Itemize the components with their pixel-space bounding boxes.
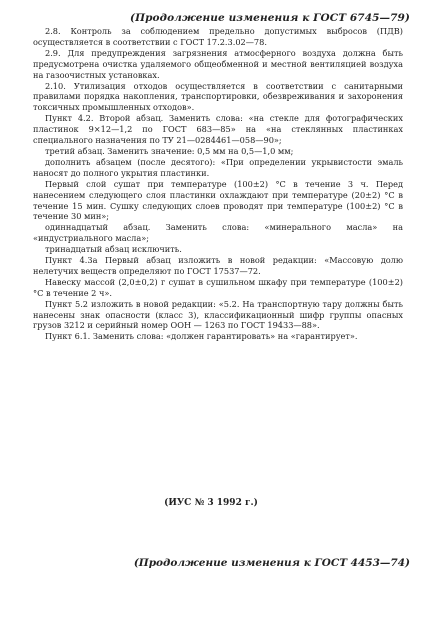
paragraph-item-4-3a: Пункт 4.3а Первый абзац изложить в новой редакции: «Массовую долю нелетучих веществ определяют по ГОСТ 17537—72. — [33, 255, 403, 276]
paragraph-item-4-2: Пункт 4.2. Второй абзац. Заменить слова: «на стекле для фотографических пластинок 9×12—1,2 по ГОСТ 683—85» на «на стеклянных пластинках специального назначения по ТУ 21—0284461—058—90»; — [33, 113, 403, 146]
source-note: (ИУС № 3 1992 г.) — [164, 498, 258, 508]
paragraph-2-8: 2.8. Контроль за соблюдением предельно допустимых выбросов (ПДВ) осуществляется в соответствии с ГОСТ 17.2.3.02—78. — [33, 26, 403, 47]
document-body — [33, 26, 403, 342]
paragraph-first-layer: Первый слой сушат при температуре (100±2) °С в течение 3 ч. Перед нанесением следующего слоя пластинки охлаждают при температуре (20±2) °С в течение 15 мин. Сушку следующих слоев проводят при температуре (100±2) °С в течение 30 мин»; — [33, 178, 403, 222]
paragraph-thirteenth-abzac: тринадцатый абзац исключить. — [45, 244, 182, 255]
paragraph-third-abzac: третий абзац. Заменить значение: 0,5 мм на 0,5—1,0 мм; — [45, 145, 294, 156]
paragraph-add-abzac: дополнить абзацем (после десятого): «При определении укрывистости эмаль наносят до полного укрытия пластинки. — [33, 156, 403, 178]
continuation-header: (Продолжение изменения к ГОСТ 6745—79) — [130, 12, 410, 24]
paragraph-item-5-2: Пункт 5.2 изложить в новой редакции: «5.2. На транспортную тару должны быть нанесены знак опасности (класс 3), классификационный шифр группы опасных грузов 3212 и серийный номер ООН — 1263 по ГОСТ 19433—88». — [33, 298, 403, 331]
paragraph-2-10: 2.10. Утилизация отходов осуществляется в соответствии с санитарными правилами порядка накопления, транспортировки, обезвреживания и захоронения токсичных промышленных отходов». — [33, 80, 403, 113]
paragraph-eleventh-abzac: одиннадцатый абзац. Заменить слова: «минерального масла» на «индустриального масла»; — [33, 222, 403, 244]
paragraph-2-9: 2.9. Для предупреждения загрязнения атмосферного воздуха должна быть предусмотрена очистка удаляемого общеобменной и местной вентиляцией воздуха на газоочистных установках. — [33, 47, 403, 80]
paragraph-item-6-1: Пункт 6.1. Заменить слова: «должен гарантировать» на «гарантирует». — [45, 331, 358, 342]
next-continuation-header: (Продолжение изменения к ГОСТ 4453—74) — [133, 557, 410, 569]
paragraph-sample-mass: Навеску массой (2,0±0,2) г сушат в сушильном шкафу при температуре (100±2) °С в течение 2 ч». — [33, 276, 403, 298]
